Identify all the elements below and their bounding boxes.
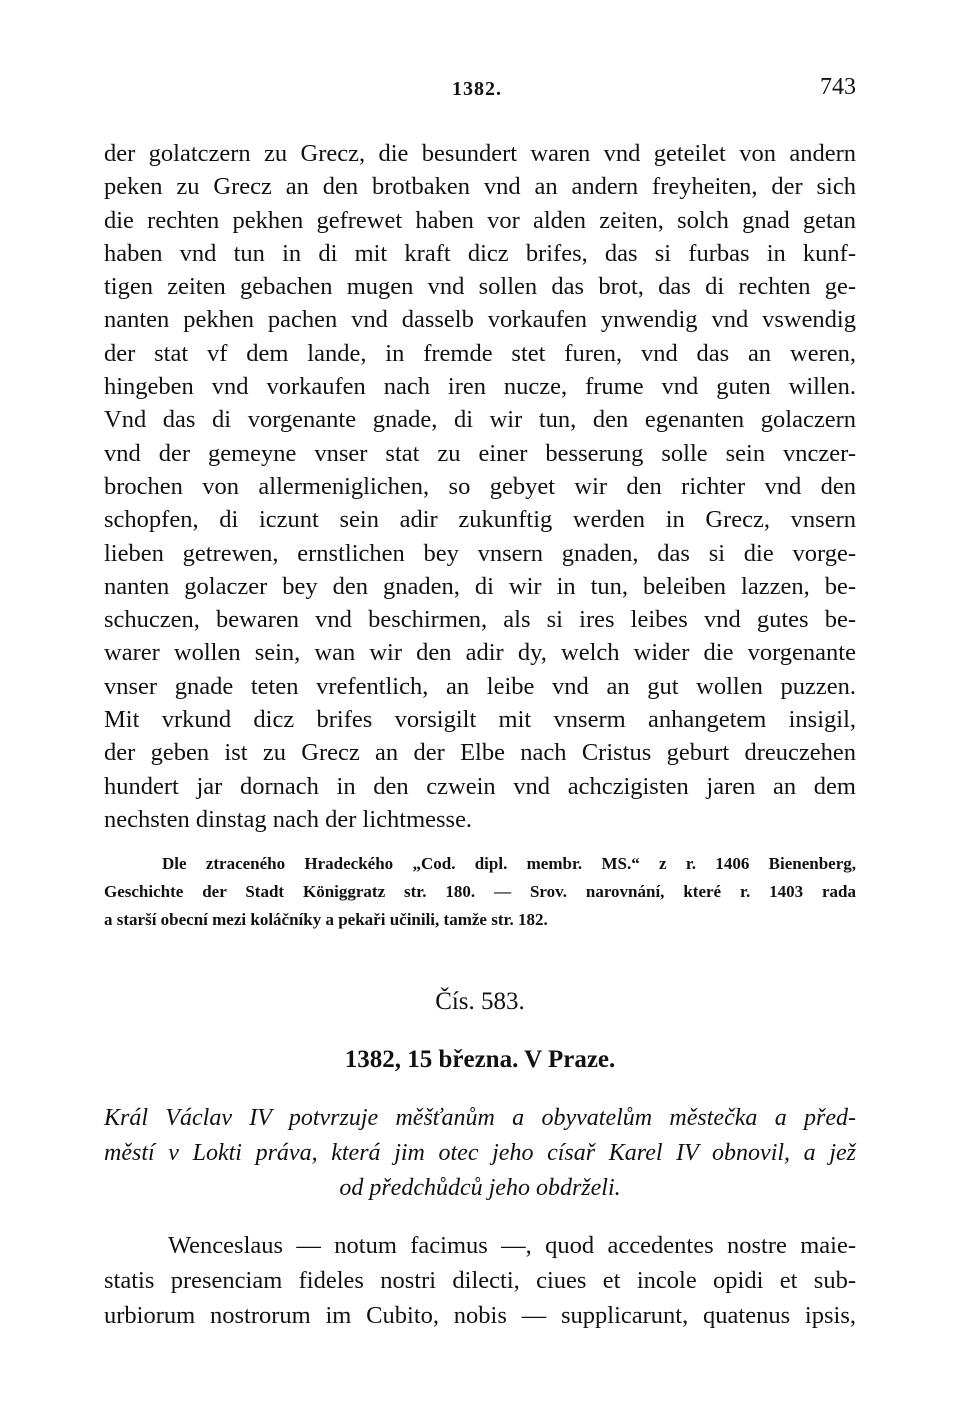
text-line: vnd der gemeyne vnser stat zu einer besserung solle sein vnczer- <box>104 439 856 467</box>
note-line: Dle ztraceného Hradeckého „Cod. dipl. membr. MS.“ z r. 1406 Bienenberg, <box>162 854 856 873</box>
text-line: statis presenciam fideles nostri dilecti, ciues et incole opidi et sub- <box>104 1267 856 1294</box>
text-line: der golatczern zu Grecz, die besundert waren vnd geteilet von andern <box>104 140 856 167</box>
regest-line: Král Václav IV potvrzuje měšťanům a obyvatelům městečka a před- <box>104 1105 856 1131</box>
text-line: brochen von allermeniglichen, so gebyet wir den richter vnd den <box>104 472 856 500</box>
text-line: warer wollen sein, wan wir den adir dy, welch wider die vorgenante <box>104 639 856 667</box>
page-number: 743 <box>820 74 856 100</box>
text-line: schopfen, di iczunt sein adir zukunftig werden in Grecz, vnsern <box>104 506 856 534</box>
running-header-year: 1382. <box>452 78 502 100</box>
body-paragraph-latin <box>104 1228 856 1333</box>
text-line: haben vnd tun in di mit kraft dicz brifes, das si furbas in kunf- <box>104 239 856 267</box>
text-line: peken zu Grecz an den brotbaken vnd an andern freyheiten, der sich <box>104 173 856 201</box>
document-date-place: 1382, 15 března. V Praze. <box>344 1046 616 1073</box>
text-line: Mit vrkund dicz brifes vorsigilt mit vnserm anhangetem insigil, <box>104 706 856 734</box>
text-line: schuczen, bewaren vnd beschirmen, als si ires leibes vnd gutes be- <box>104 606 856 634</box>
text-line: die rechten pekhen gefrewet haben vor alden zeiten, solch gnad getan <box>104 206 856 234</box>
text-line: der stat vf dem lande, in fremde stet furen, vnd das an weren, <box>104 339 856 367</box>
text-line: urbiorum nostrorum im Cubito, nobis — supplicarunt, quatenus ipsis, <box>104 1302 856 1329</box>
regest-line: od předchůdců jeho obdrželi. <box>339 1175 621 1201</box>
text-line: Wenceslaus — notum facimus —, quod accedentes nostre maie- <box>168 1232 856 1259</box>
note-line: Geschichte der Stadt Königgratz str. 180. — Srov. narovnání, které r. 1403 rada <box>104 882 856 901</box>
text-line: Vnd das di vorgenante gnade, di wir tun, den egenanten golaczern <box>104 406 856 434</box>
text-line: nanten golaczer bey den gnaden, di wir in tun, beleiben lazzen, be- <box>104 572 856 600</box>
regest-summary <box>104 1101 856 1206</box>
text-line: lieben getrewen, ernstlichen bey vnsern gnaden, das si die vorge- <box>104 539 856 567</box>
text-line: nanten pekhen pachen vnd dasselb vorkaufen ynwendig vnd vswendig <box>104 306 856 334</box>
regest-line: městí v Lokti práva, která jim otec jeho císař Karel IV obnovil, a jež <box>104 1140 856 1166</box>
source-note <box>104 850 856 934</box>
document-number: Čís. 583. <box>435 988 525 1015</box>
text-line: hundert jar dornach in den czwein vnd achczigisten jaren an dem <box>104 772 856 800</box>
text-line: vnser gnade teten vrefentlich, an leibe vnd an gut wollen puzzen. <box>104 672 856 700</box>
body-paragraph-german <box>104 137 856 836</box>
text-line: tigen zeiten gebachen mugen vnd sollen das brot, das di rechten ge- <box>104 273 856 301</box>
text-line: nechsten dinstag nach der lichtmesse. <box>104 805 473 833</box>
text-line: hingeben vnd vorkaufen nach iren nucze, frume vnd guten willen. <box>104 373 856 401</box>
note-line: a starší obecní mezi koláčníky a pekaři učinili, tamže str. 182. <box>104 910 548 929</box>
text-line: der geben ist zu Grecz an der Elbe nach Cristus geburt dreuczehen <box>104 739 856 767</box>
